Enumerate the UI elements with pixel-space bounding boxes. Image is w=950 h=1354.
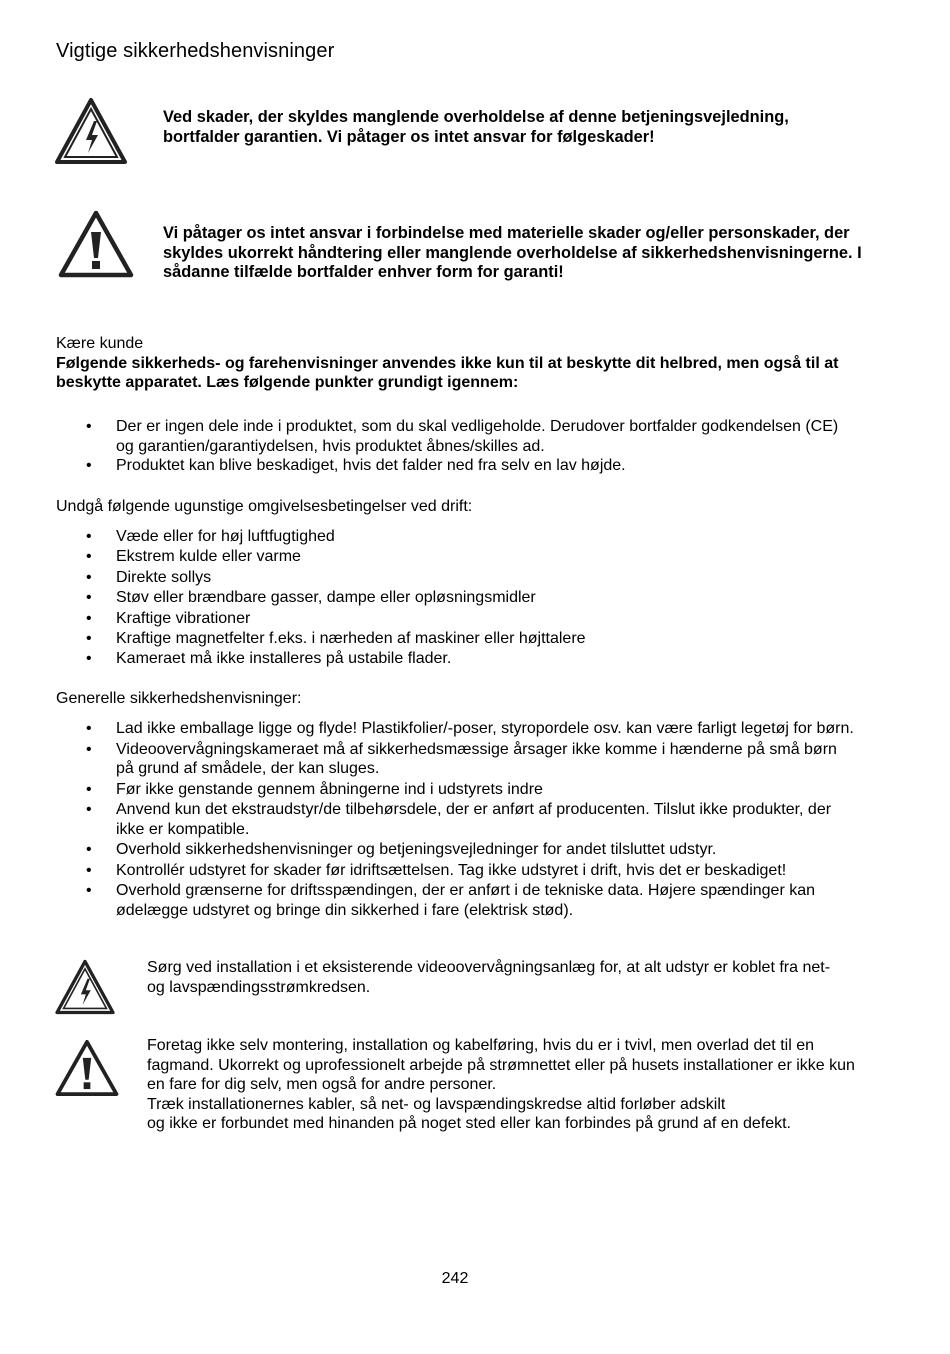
list-item: • Anvend kun det ekstraudstyr/de tilbehørsdele, der er anført af producenten. Tilslut ikke produkter, der ikke er kompatible.: [56, 800, 856, 839]
greeting: Kære kunde: [56, 335, 144, 352]
warning-text-warranty: Ved skader, der skyldes manglende overholdelse af denne betjeningsvejledning, bortfalder garantien. Vi påtager os intet ansvar for følgeskader!: [163, 108, 789, 146]
list-item: • Kraftige vibrationer: [56, 609, 856, 629]
list-item: • Videoovervågningskameraet må af sikkerhedsmæssige årsager ikke komme i hænderne på små børn på grund af smådele, der kan sluges.: [56, 740, 856, 779]
intro-text: Følgende sikkerheds- og farehenvisninger anvendes ikke kun til at beskytte dit helbred, men også til at beskytte apparatet. Læs følgende punkter grundigt igennem:: [56, 354, 839, 391]
list-item: • Lad ikke emballage ligge og flyde! Plastikfolier/-poser, styropordele osv. kan være farligt legetøj for børn.: [56, 719, 856, 739]
list-item: • Ekstrem kulde eller varme: [56, 547, 856, 567]
list-item: • Direkte sollys: [56, 568, 856, 588]
list-environment: [56, 527, 856, 670]
exclamation-warning-icon: [58, 210, 134, 278]
list-item: • Der er ingen dele inde i produktet, som du skal vedligeholde. Derudover bortfalder godkendelsen (CE) og garantien/garantiydelsen, hvis produktet åbnes/skilles ad.: [56, 417, 856, 456]
list-item: • Kameraet må ikke installeres på ustabile flader.: [56, 649, 856, 669]
page-title: Vigtige sikkerhedshenvisninger: [56, 40, 335, 62]
avoid-heading: Undgå følgende ugunstige omgivelsesbetingelser ved drift:: [56, 498, 473, 515]
list-item: • Overhold sikkerhedshenvisninger og betjeningsvejledninger for andet tilsluttet udstyr.: [56, 840, 856, 860]
page-number: 242: [441, 1270, 469, 1287]
list-item: • Før ikke genstande gennem åbningerne ind i udstyrets indre: [56, 780, 856, 800]
electric-hazard-icon: [54, 97, 128, 165]
list-item: • Kontrollér udstyret for skader før idriftsættelsen. Tag ikke udstyret i drift, hvis det er beskadiget!: [56, 861, 856, 881]
warning-text-liability: Vi påtager os intet ansvar i forbindelse med materielle skader og/eller personskader, der skyldes ukorrekt håndtering eller manglende overholdelse af sikkerhedshenvisningerne. I sådanne tilfælde bortfalder enhver form for garanti!: [163, 224, 862, 281]
exclamation-warning-icon: [55, 1039, 119, 1097]
note-installation: [147, 1036, 857, 1134]
general-heading: Generelle sikkerhedshenvisninger:: [56, 690, 302, 707]
note-line: Træk installationernes kabler, så net- og lavspændingskredse altid forløber adskilt: [147, 1095, 726, 1113]
list-safety-basics: [56, 417, 856, 476]
list-item: • Støv eller brændbare gasser, dampe eller opløsningsmidler: [56, 588, 856, 608]
note-disconnect: Sørg ved installation i et eksisterende videoovervågningsanlæg for, at alt udstyr er koblet fra net- og lavspændingsstrømkredsen.: [147, 959, 831, 996]
list-item: • Kraftige magnetfelter f.eks. i nærheden af maskiner eller højttalere: [56, 629, 856, 649]
list-item: • Produktet kan blive beskadiget, hvis det falder ned fra selv en lav højde.: [56, 456, 856, 476]
note-line: og ikke er forbundet med hinanden på noget sted eller kan forbindes på grund af en defekt.: [147, 1115, 791, 1132]
electric-hazard-icon: [54, 959, 116, 1015]
list-general: [56, 719, 856, 920]
list-item: • Overhold grænserne for driftsspændingen, der er anført i de tekniske data. Højere spændinger kan ødelægge udstyret og bringe din sikkerhed i fare (elektrisk stød).: [56, 881, 856, 920]
list-item: • Væde eller for høj luftfugtighed: [56, 527, 856, 547]
note-line: Foretag ikke selv montering, installation og kabelføring, hvis du er i tvivl, men overlad det til en fagmand. Ukorrekt og uprofessionelt arbejde på strømnettet eller på husets installationer er ikke kun en fare for dig selv, men også for andre personer.: [147, 1037, 855, 1093]
